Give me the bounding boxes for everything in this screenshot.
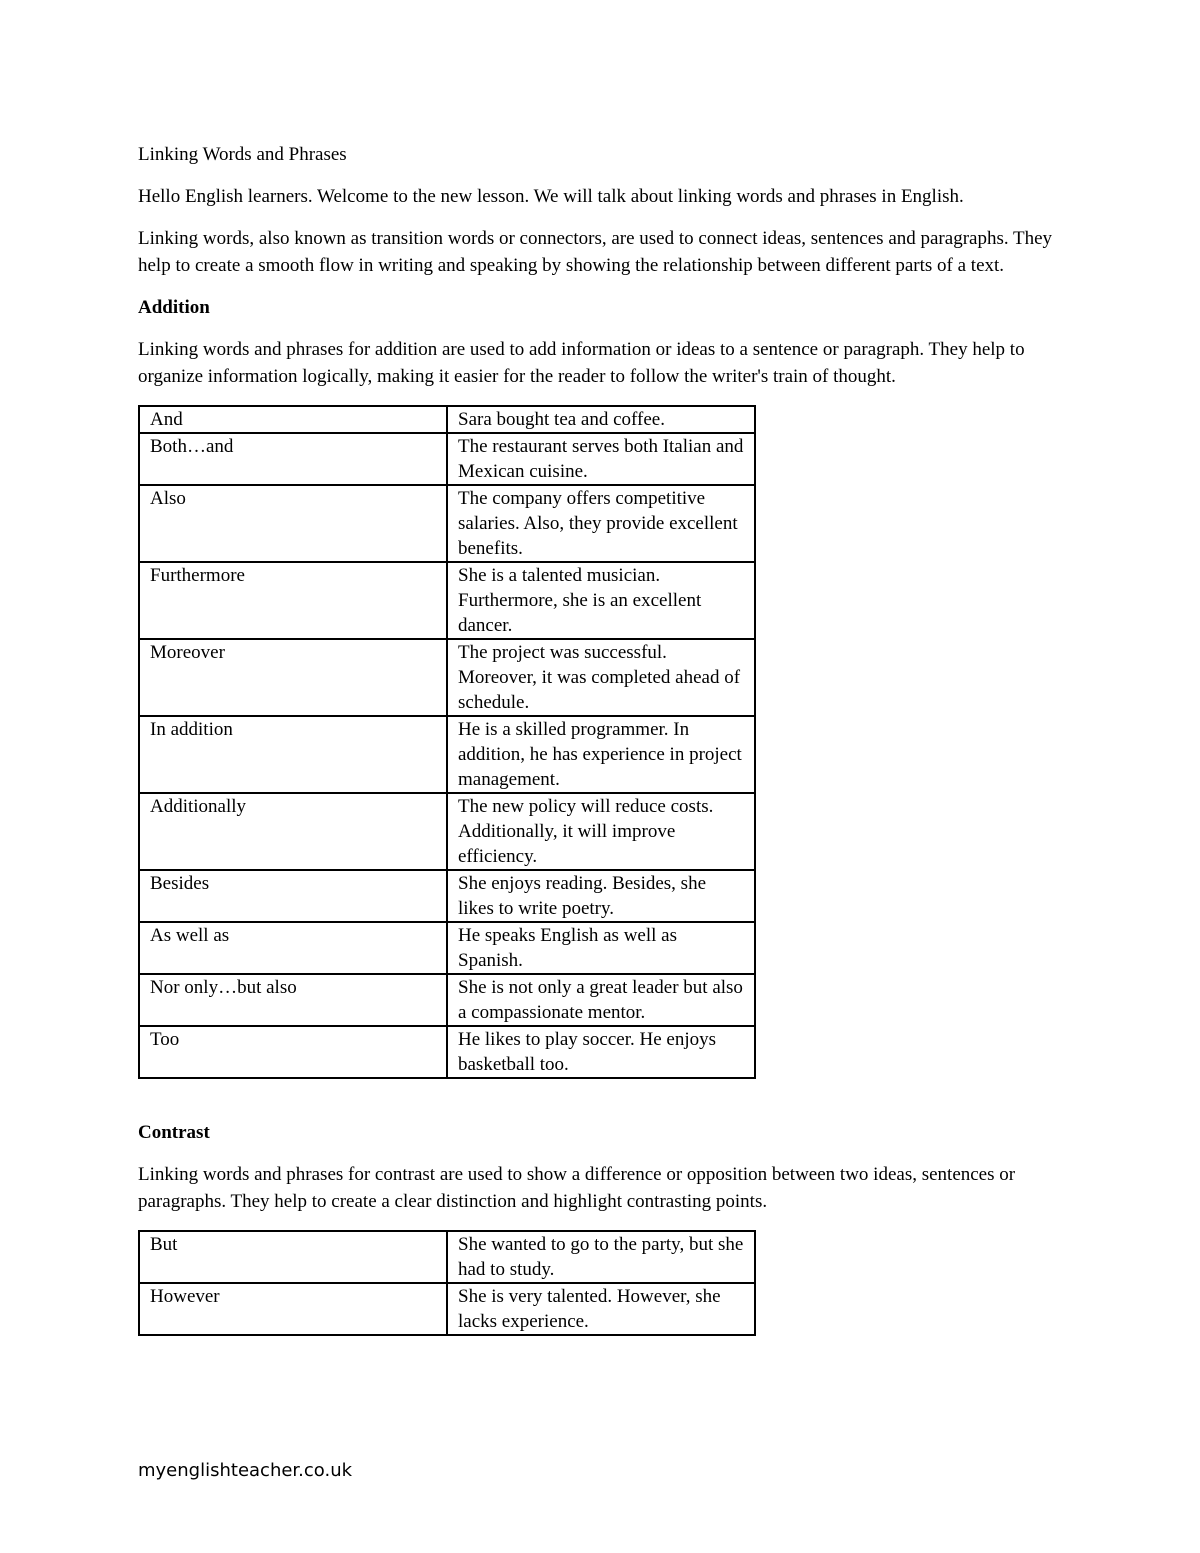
example-cell: She is not only a great leader but also a compassionate mentor. [447, 974, 755, 1026]
term-cell: Additionally [139, 793, 447, 870]
example-cell: Sara bought tea and coffee. [447, 406, 755, 433]
term-cell: Too [139, 1026, 447, 1078]
table-row [139, 1026, 755, 1078]
table-row [139, 974, 755, 1026]
term-cell: However [139, 1283, 447, 1335]
table-row [139, 870, 755, 922]
example-cell: She wanted to go to the party, but she had to study. [447, 1231, 755, 1283]
section-description-addition: Linking words and phrases for addition are used to add information or ideas to a sentence or paragraph. They help to organize information logically, making it easier for the reader to follow the writer's train of thought. [138, 339, 1025, 387]
table-row [139, 562, 755, 639]
table-row [139, 433, 755, 485]
term-cell: As well as [139, 922, 447, 974]
term-cell: Moreover [139, 639, 447, 716]
section-description-contrast: Linking words and phrases for contrast are used to show a difference or opposition between two ideas, sentences or paragraphs. They help to create a clear distinction and highlight contrasting points. [138, 1164, 1016, 1212]
table-row [139, 639, 755, 716]
document-title: Linking Words and Phrases [138, 144, 347, 165]
addition-table [138, 405, 756, 1079]
section-heading-contrast: Contrast [138, 1122, 210, 1143]
footer-website: myenglishteacher.co.uk [138, 1460, 353, 1481]
table-row [139, 1283, 755, 1335]
example-cell: The restaurant serves both Italian and Mexican cuisine. [447, 433, 755, 485]
section-contrast [138, 1119, 1058, 1336]
term-cell: Both…and [139, 433, 447, 485]
example-cell: The company offers competitive salaries. Also, they provide excellent benefits. [447, 485, 755, 562]
section-addition [138, 294, 1058, 1119]
section-heading-addition: Addition [138, 297, 210, 318]
table-spacer [138, 1079, 1058, 1119]
table-row [139, 793, 755, 870]
document-page [138, 141, 1058, 1336]
table-row [139, 716, 755, 793]
example-cell: He likes to play soccer. He enjoys basketball too. [447, 1026, 755, 1078]
table-row [139, 406, 755, 433]
table-row [139, 922, 755, 974]
contrast-table [138, 1230, 756, 1336]
term-cell: Nor only…but also [139, 974, 447, 1026]
example-cell: The new policy will reduce costs. Additionally, it will improve efficiency. [447, 793, 755, 870]
definition-paragraph: Linking words, also known as transition words or connectors, are used to connect ideas, sentences and paragraphs. They help to create a smooth flow in writing and speaking by showing the relationship between different parts of a text. [138, 228, 1053, 276]
term-cell: And [139, 406, 447, 433]
intro-paragraph: Hello English learners. Welcome to the new lesson. We will talk about linking words and phrases in English. [138, 186, 964, 207]
example-cell: She is a talented musician. Furthermore, she is an excellent dancer. [447, 562, 755, 639]
table-row [139, 1231, 755, 1283]
term-cell: Also [139, 485, 447, 562]
example-cell: The project was successful. Moreover, it was completed ahead of schedule. [447, 639, 755, 716]
term-cell: In addition [139, 716, 447, 793]
example-cell: She enjoys reading. Besides, she likes to write poetry. [447, 870, 755, 922]
term-cell: But [139, 1231, 447, 1283]
example-cell: She is very talented. However, she lacks experience. [447, 1283, 755, 1335]
example-cell: He is a skilled programmer. In addition, he has experience in project management. [447, 716, 755, 793]
example-cell: He speaks English as well as Spanish. [447, 922, 755, 974]
term-cell: Furthermore [139, 562, 447, 639]
table-row [139, 485, 755, 562]
term-cell: Besides [139, 870, 447, 922]
